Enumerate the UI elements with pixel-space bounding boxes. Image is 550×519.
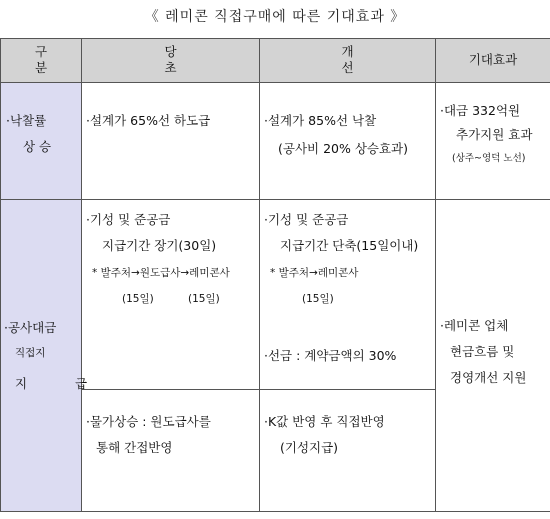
cell-text: 통해 간접반영 (96, 439, 173, 455)
cell-text: ·대금 332억원 (440, 102, 521, 118)
cell-before (82, 389, 260, 511)
row-label-line: ·공사대금 (4, 320, 57, 336)
cell-before (82, 200, 260, 390)
header-row (1, 39, 550, 83)
cell-text: (공사비 20% 상승효과) (278, 140, 409, 156)
cell-effect (436, 82, 550, 199)
cell-text: 경영개선 지원 (450, 370, 527, 386)
cell-text: (15일) (188, 293, 220, 306)
cell-after (260, 82, 436, 199)
cell-text: ·기성 및 준공금 (86, 212, 171, 228)
table-row (1, 200, 550, 390)
cell-text: (상주~영덕 노선) (452, 152, 526, 164)
cell-before (82, 82, 260, 199)
row-label-line: 지 급 (15, 376, 110, 392)
cell-after (260, 200, 436, 390)
cell-text: ·기성 및 준공금 (264, 212, 349, 228)
header-before: 당 초 (82, 39, 260, 83)
cell-text: * 발주처→원도급사→레미콘사 (92, 267, 230, 280)
row-label-line: ·낙찰률 (6, 112, 47, 128)
cell-text: ·레미콘 업체 (440, 318, 509, 334)
header-category: 구 분 (1, 39, 82, 83)
effects-table (0, 38, 550, 512)
header-after: 개 선 (260, 39, 436, 83)
cell-text: 지급기간 장기(30일) (102, 238, 217, 254)
table-row (1, 82, 550, 199)
cell-text: ·선금 : 계약금액의 30% (264, 348, 397, 364)
cell-text: 추가지원 효과 (456, 126, 533, 142)
cell-after (260, 389, 436, 511)
cell-text: (기성지급) (280, 439, 339, 455)
cell-effect (436, 200, 550, 512)
row-label-line: 직접지 (15, 347, 46, 360)
cell-text: ·설계가 65%선 하도급 (86, 112, 211, 128)
header-effect: 기대효과 (436, 39, 550, 83)
document-title: 《 레미콘 직접구매에 따른 기대효과 》 (144, 9, 406, 25)
row-label-bid-rate (1, 82, 82, 199)
cell-text: ·K값 반영 후 직접반영 (264, 413, 385, 429)
cell-text: 현금흐름 및 (450, 344, 515, 360)
cell-text: (15일) (122, 293, 154, 306)
cell-text: ·설계가 85%선 낙찰 (264, 112, 377, 128)
cell-text: 지급기간 단축(15일이내) (280, 238, 419, 254)
cell-text: * 발주처→레미콘사 (270, 267, 359, 280)
row-label-line: 상 승 (23, 138, 52, 154)
cell-text: (15일) (302, 293, 334, 306)
row-label-direct-payment (1, 200, 110, 512)
cell-text: ·물가상승 : 원도급사를 (86, 413, 211, 429)
